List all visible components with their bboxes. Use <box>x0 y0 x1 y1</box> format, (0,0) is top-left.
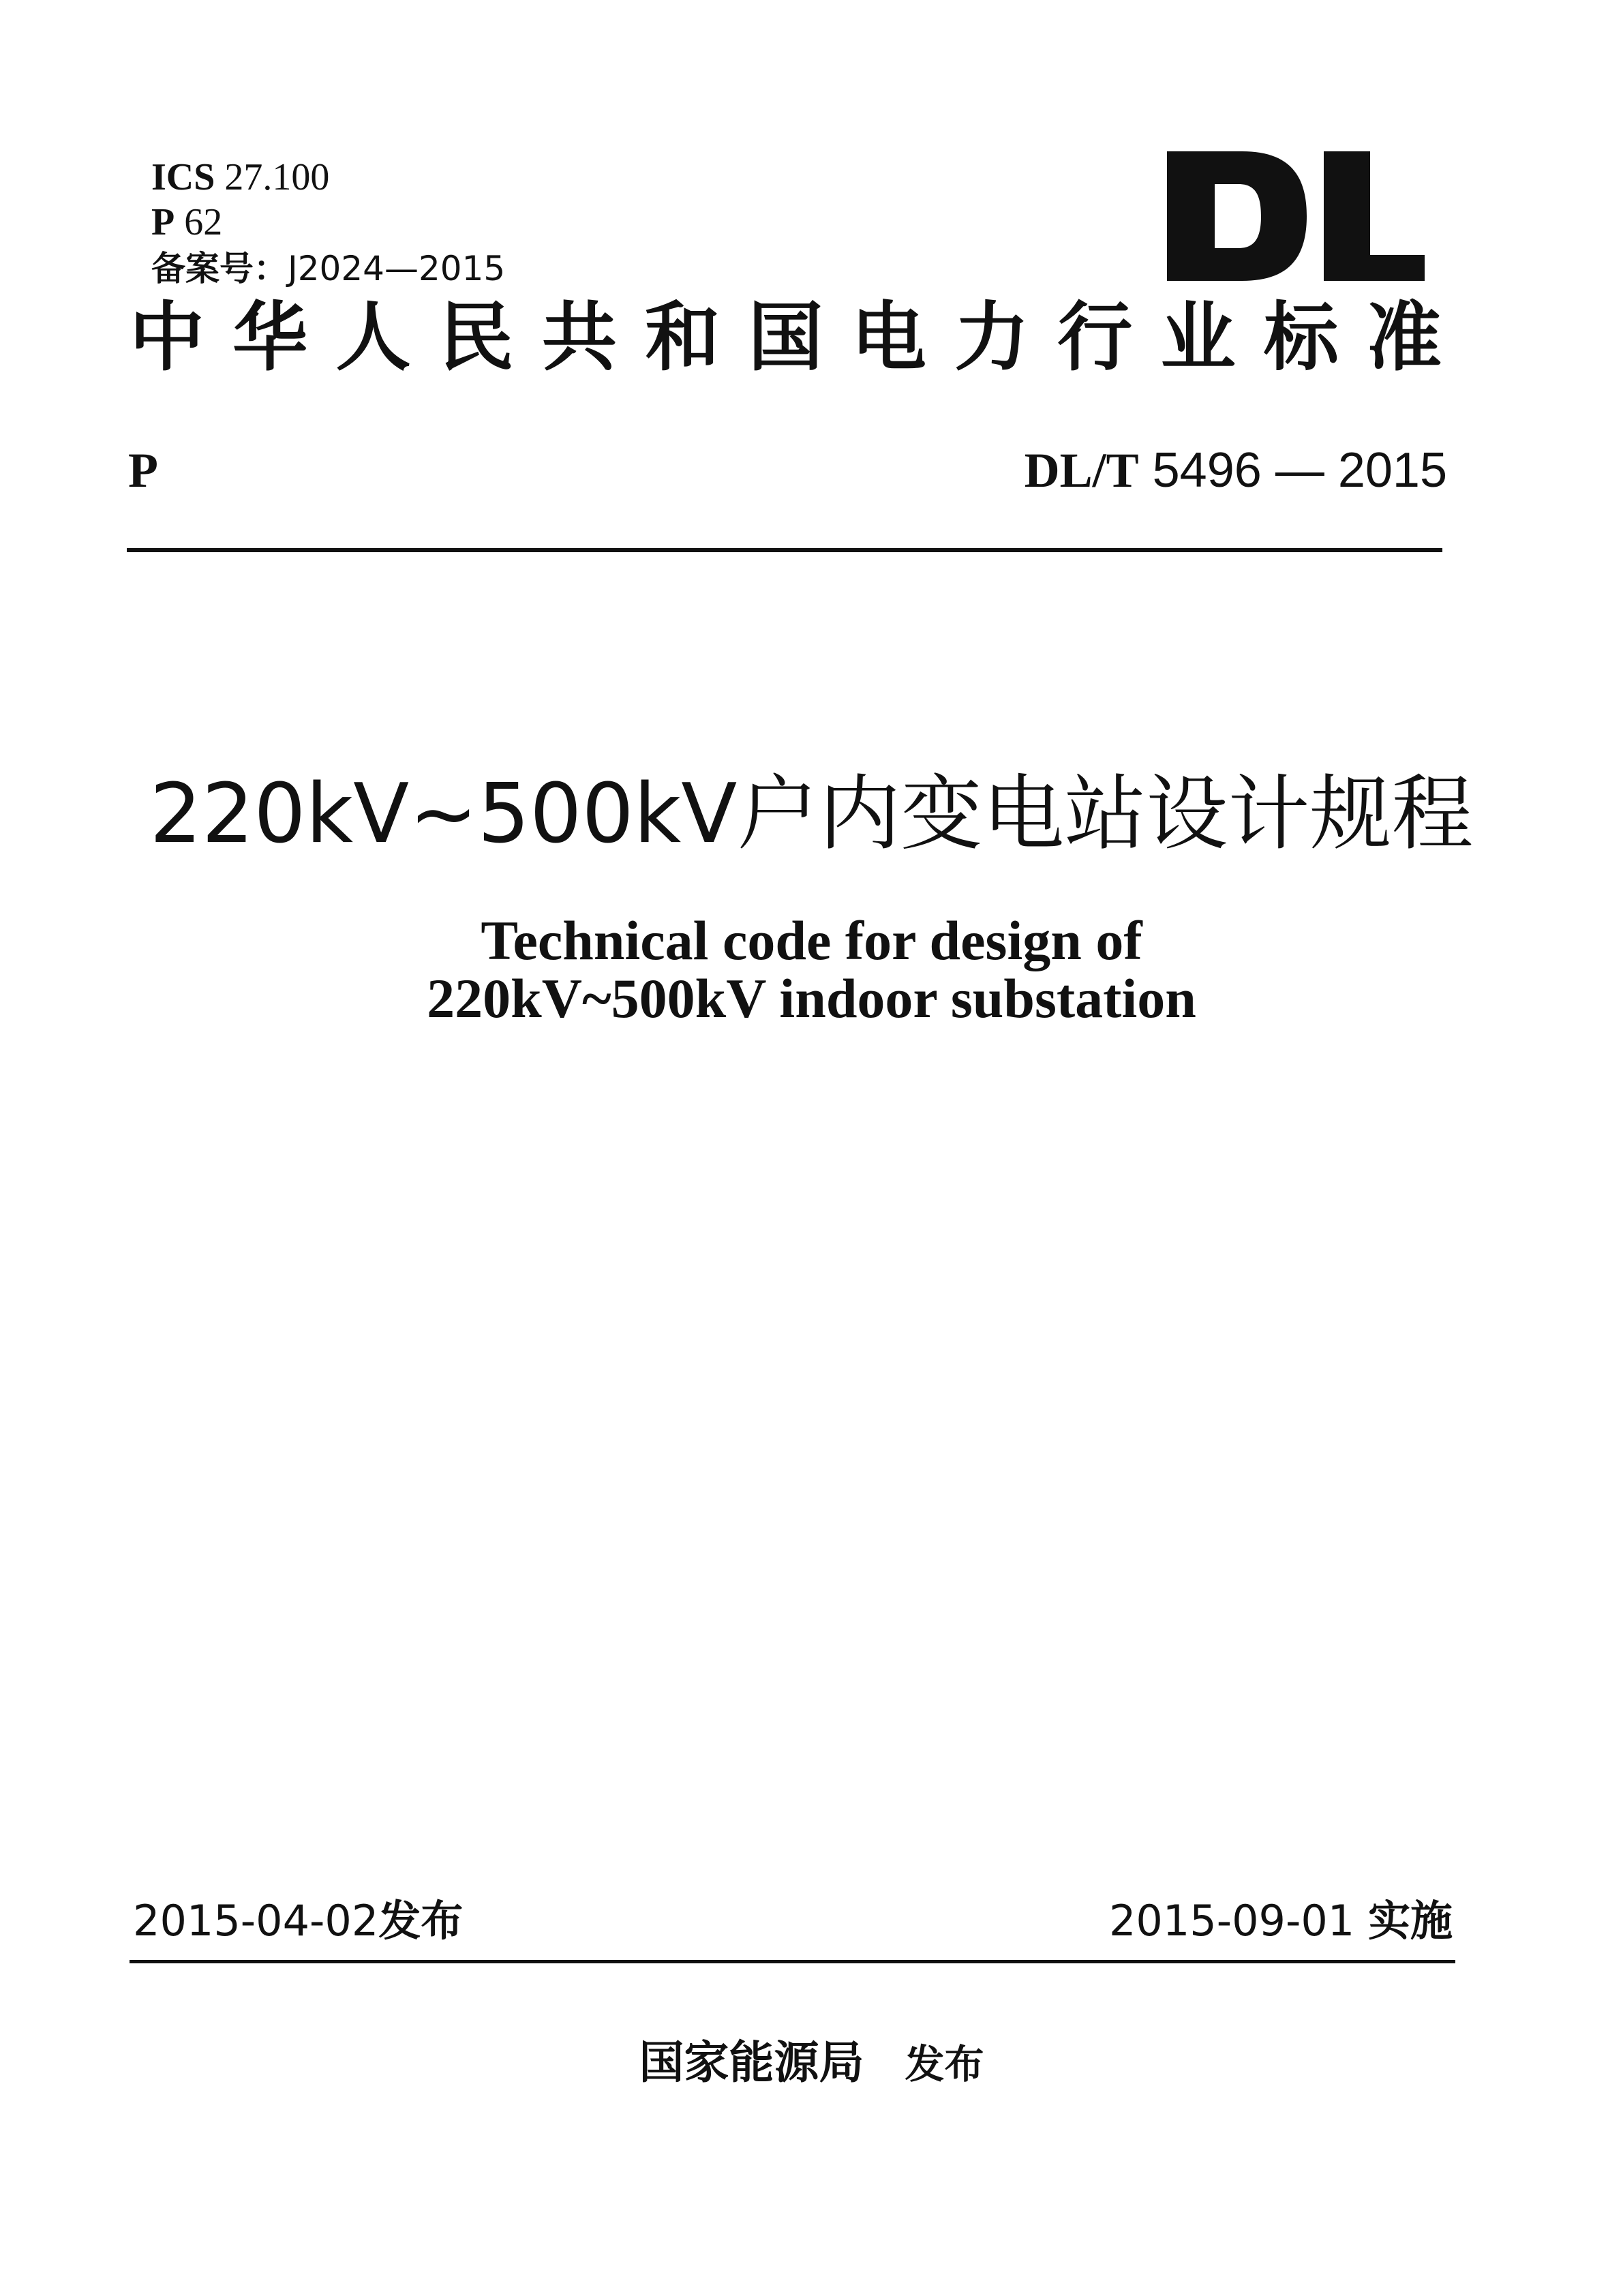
banner-char: 中 <box>130 293 204 381</box>
ccs-value: 62 <box>184 201 223 243</box>
banner-char: 标 <box>1263 293 1339 381</box>
effective-date <box>1109 1894 1453 1948</box>
banner-char: 国 <box>748 293 823 381</box>
ics-label: ICS <box>151 156 215 198</box>
ics-value: 27.100 <box>224 156 330 198</box>
issue-date <box>133 1894 463 1948</box>
publisher <box>0 2031 1623 2095</box>
banner-char: 共 <box>542 293 617 381</box>
standard-number-value: 5496 — 2015 <box>1152 443 1447 498</box>
standard-number <box>1025 443 1447 498</box>
standard-banner <box>130 290 1442 385</box>
record-value: J2024—2015 <box>288 249 506 288</box>
banner-char: 人 <box>335 293 411 381</box>
banner-char: 和 <box>645 293 721 381</box>
banner-char: 力 <box>954 293 1029 381</box>
dl-logo <box>1167 151 1425 281</box>
issue-verb: 发布 <box>378 1896 464 1946</box>
record-label: 备案号： <box>151 249 288 288</box>
publisher-verb: 发布 <box>905 2041 984 2087</box>
banner-char: 民 <box>438 293 514 381</box>
title-english-line-2: 220kV~500kV indoor substation <box>427 967 1196 1029</box>
banner-char: 电 <box>851 293 926 381</box>
category-letter: P <box>128 443 158 498</box>
ics-code <box>151 155 329 199</box>
title-english-line-1: Technical code for design of <box>481 909 1142 971</box>
dl-logo-letter-l <box>1324 151 1425 281</box>
banner-char: 业 <box>1160 293 1236 381</box>
banner-char: 行 <box>1057 293 1133 381</box>
title-chinese: 220kV~500kV户内变电站设计规程 <box>149 767 1474 862</box>
standard-number-prefix: DL/T <box>1024 443 1139 498</box>
header-divider <box>127 548 1442 552</box>
banner-char: 准 <box>1367 293 1442 381</box>
issue-date-value: 2015-04-02 <box>133 1896 379 1946</box>
ccs-label: P <box>151 201 175 243</box>
record-number <box>151 247 505 290</box>
dl-logo-letter-d <box>1167 151 1307 281</box>
banner-char: 华 <box>232 293 308 381</box>
publisher-name: 国家能源局 <box>639 2036 864 2089</box>
effective-date-value: 2015-09-01 <box>1108 1896 1355 1946</box>
effective-verb: 实施 <box>1367 1896 1453 1946</box>
footer-divider <box>130 1960 1455 1963</box>
ccs-code <box>151 200 222 244</box>
